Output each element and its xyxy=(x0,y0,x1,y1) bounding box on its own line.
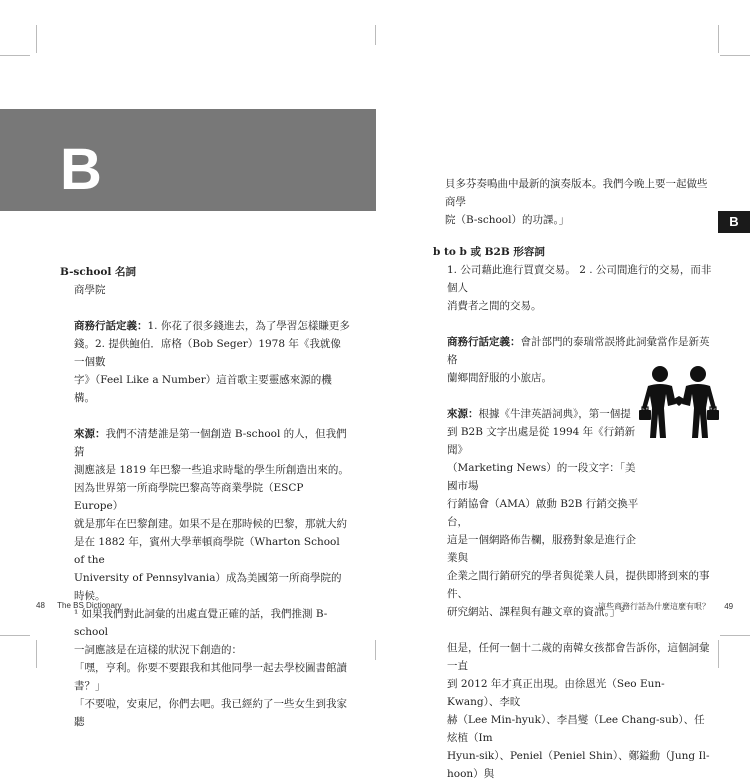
crop-mark xyxy=(718,640,719,668)
definition-label: 商務行話定義： xyxy=(447,336,521,348)
right-footer xyxy=(598,601,733,612)
definition-line: 1. 你花了很多錢進去，為了學習怎樣賺更多 xyxy=(147,320,350,332)
source-line: ¹ 如果我們對此詞彙的出處直覺正確的話，我們推測 B-school xyxy=(74,608,328,638)
source-line: 一詞應該是在這樣的狀況下創造的： xyxy=(74,644,242,656)
page-number: 48 xyxy=(36,601,45,610)
source-line: 根據《牛津英語詞典》，第一個提 xyxy=(478,408,631,420)
crop-mark xyxy=(36,25,37,53)
definition-line: 蘭鄉間舒服的小旅店。 xyxy=(447,372,552,384)
continuation-line: 院（B-school）的功課。」 xyxy=(445,214,570,226)
entry-term: b to b 或 B2B 形容詞 xyxy=(433,246,545,258)
source-line: 就是那年在巴黎創建。如果不是在那時候的巴黎，那就大約 xyxy=(74,518,347,530)
source-paragraph xyxy=(60,425,350,731)
source-line: 我們不清楚誰是第一個創造 B-school 的人，但我們猜 xyxy=(74,428,347,458)
right-page-body xyxy=(433,243,715,783)
translation-line: 1. 公司藉此進行買賣交易。 2 . 公司間進行的交易，而非個人 xyxy=(447,264,712,294)
source-line: 因為世界第一所商學院巴黎高等商業學院（ESCP Europe） xyxy=(74,482,304,512)
entry-term: B-school 名詞 xyxy=(60,266,137,278)
source-line: 「嘿，亨利。你要不要跟我和其他同學一起去學校圖書館讀 xyxy=(74,662,347,674)
right-page-continuation xyxy=(445,175,715,229)
page-number: 49 xyxy=(724,602,734,611)
definition-paragraph xyxy=(60,317,350,407)
business-handshake-icon xyxy=(638,364,720,440)
letter-header-block xyxy=(0,109,376,211)
crop-mark xyxy=(36,640,37,668)
running-title: 這些商務行話為什麼這麼有哏？ xyxy=(598,602,710,611)
crop-mark xyxy=(720,55,750,56)
definition-line: 錢。2. 提供鮑伯．席格（Bob Seger）1978 年《我就像一個數 xyxy=(74,338,341,368)
source-line: 是在 1882 年，賓州大學華頓商學院（Wharton School of the xyxy=(74,536,340,566)
definition-label: 商務行話定義： xyxy=(74,320,148,332)
extra-line: Hyun-sik）、Peniel（Peniel Shin）、鄭鎰勳（Jung Il-hoon）與 xyxy=(447,750,710,780)
entry-translation: 商學院 xyxy=(74,284,106,296)
left-footer xyxy=(36,601,122,610)
source-line: 企業之間行銷研究的學者與從業人員，提供即將到來的事件、 xyxy=(447,570,710,600)
crop-mark xyxy=(375,25,376,45)
entry-translation xyxy=(433,261,715,315)
extra-line: 到 2012 年才真正出現。由徐恩光（Seo Eun-Kwang）、李旼 xyxy=(447,678,665,708)
crop-mark xyxy=(0,635,30,636)
extra-line: 赫（Lee Min-hyuk）、李昌燮（Lee Chang-sub）、任炫植（Im xyxy=(447,714,705,744)
left-page-body xyxy=(60,263,350,731)
section-letter: B xyxy=(60,137,102,202)
crop-mark xyxy=(375,640,376,660)
source-line: 測應該是 1819 年巴黎一些追求時髦的學生所創造出來的。 xyxy=(74,464,349,476)
thumb-tab: B xyxy=(718,211,750,233)
source-line: 行銷協會（AMA）啟動 B2B 行銷交換平台， xyxy=(447,498,639,528)
extra-line: 但是，任何一個十二歲的南韓女孩都會告訴你，這個詞彙一直 xyxy=(447,642,710,672)
source-line: 研究網站、課程與有趣文章的資訊。」² xyxy=(447,606,625,618)
source-label: 來源： xyxy=(447,408,479,420)
definition-line: 字》（Feel Like a Number）這首歌主要靈感來源的機構。 xyxy=(74,374,332,404)
crop-mark xyxy=(720,635,750,636)
crop-mark xyxy=(0,55,30,56)
source-line: 到 B2B 文字出處是從 1994 年《行銷新聞》 xyxy=(447,426,636,456)
translation-line: 消費者之間的交易。 xyxy=(447,300,542,312)
source-line: 「不要啦，安東尼，你們去吧。我已經約了一些女生到我家聽 xyxy=(74,698,347,728)
extra-paragraph xyxy=(433,639,715,783)
source-line: 書？」 xyxy=(74,680,106,692)
continuation-line: 貝多芬奏鳴曲中最新的演奏版本。我們今晚上要一起做些商學 xyxy=(445,178,708,208)
source-label: 來源： xyxy=(74,428,106,440)
source-line: University of Pennsylvania）成為美國第一所商學院的時候。 xyxy=(74,572,342,602)
source-line: 這是一個網路佈告欄，服務對象是進行企業與 xyxy=(447,534,636,564)
definition-line: 會計部門的泰瑞常誤將此詞彙當作是新英格 xyxy=(447,336,710,366)
crop-mark xyxy=(718,25,719,53)
book-title: The BS Dictionary xyxy=(57,601,122,610)
source-line: （Marketing News）的一段文字：「美國市場 xyxy=(447,462,636,492)
